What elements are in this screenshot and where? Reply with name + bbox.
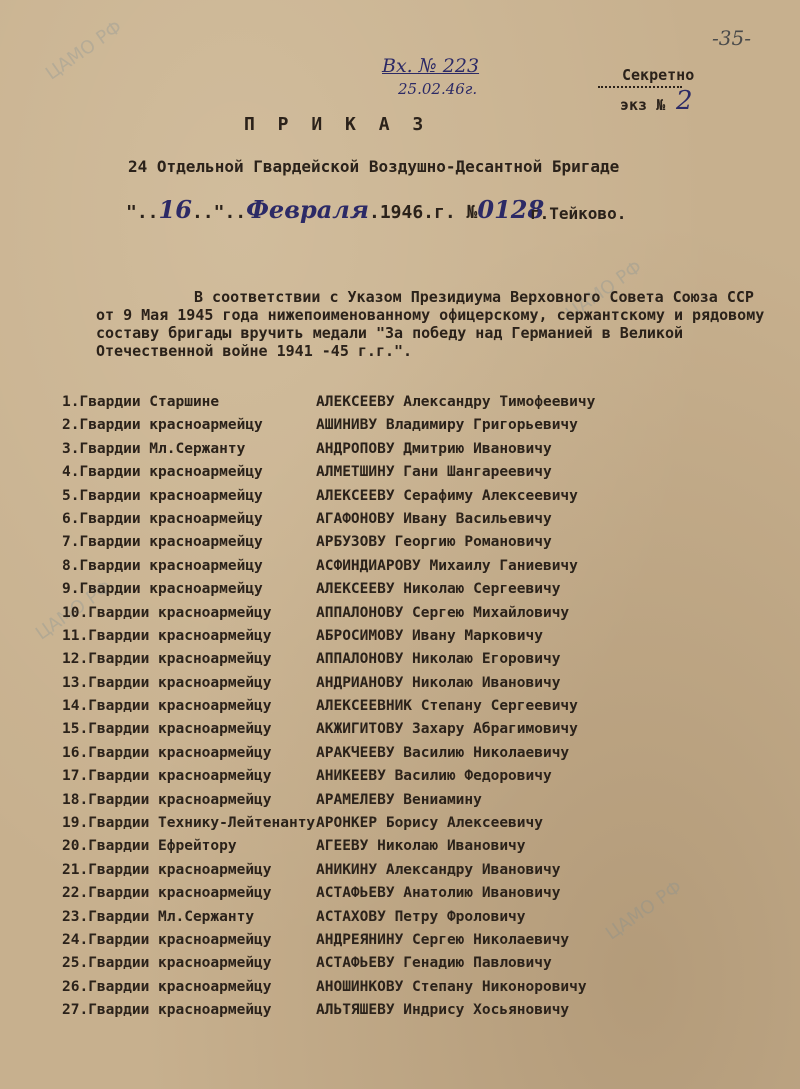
date-year: 1946 xyxy=(379,202,424,223)
order-date-line: "..16.."..Февраля.1946.г. №0128 xyxy=(126,195,545,224)
roster-rank: 3.Гвардии Мл.Сержанту xyxy=(62,440,246,457)
roster-row xyxy=(62,768,782,791)
roster-row xyxy=(62,1002,782,1025)
page-number: -35- xyxy=(712,26,751,50)
roster-recipient-name: АСТАФЬЕВУ Анатолию Ивановичу xyxy=(316,885,561,902)
roster-rank: 16.Гвардии красноармейцу xyxy=(62,744,272,761)
order-number: 0128 xyxy=(477,195,545,224)
roster-row xyxy=(62,605,782,628)
roster-recipient-name: АЛЕКСЕЕВНИК Степану Сергеевичу xyxy=(316,698,578,715)
roster-recipient-name: АСТАХОВУ Петру Фроловичу xyxy=(316,908,526,925)
roster-recipient-name: АНОШИНКОВУ Степану Никоноровичу xyxy=(316,978,587,995)
roster-rank: 20.Гвардии Ефрейтору xyxy=(62,838,237,855)
watermark-stamp: ЦАМО РФ xyxy=(601,876,687,945)
roster-row xyxy=(62,979,782,1002)
roster-rank: 12.Гвардии красноармейцу xyxy=(62,651,272,668)
classification-label: Секретно xyxy=(622,66,695,84)
roster-recipient-name: АНИКИНУ Александру Ивановичу xyxy=(316,861,561,878)
roster-rank: 13.Гвардии красноармейцу xyxy=(62,674,272,691)
roster-recipient-name: АРАКЧЕЕВУ Василию Николаевичу xyxy=(316,744,570,761)
incoming-registration: Вх. № 223 xyxy=(382,55,480,77)
order-preamble: В соответствии с Указом Президиума Верховного Совета Союза ССР от 9 Мая 1945 года нижепоименованному офицерскому, сержантскому и рядовому составу бригады вручить медали "За победу над Германией в Великой Отечественной войне 1941 -45 г.г.". xyxy=(96,288,765,360)
roster-rank: 22.Гвардии красноармейцу xyxy=(62,885,272,902)
date-quote-open: " xyxy=(126,202,137,223)
roster-rank: 9.Гвардии красноармейцу xyxy=(62,581,263,598)
roster-row xyxy=(62,955,782,978)
roster-rank: 6.Гвардии красноармейцу xyxy=(62,510,263,527)
roster-rank: 17.Гвардии красноармейцу xyxy=(62,768,272,785)
roster-rank: 14.Гвардии красноармейцу xyxy=(62,698,272,715)
watermark-stamp: ЦАМО РФ xyxy=(561,256,647,325)
roster-recipient-name: АППАЛОНОВУ Сергею Михайловичу xyxy=(316,604,570,621)
roster-recipient-name: АНДРОПОВУ Дмитрию Ивановичу xyxy=(316,440,552,457)
roster-rank: 10.Гвардии красноармейцу xyxy=(62,604,272,621)
roster-row xyxy=(62,488,782,511)
date-quote-close: " xyxy=(213,202,225,223)
roster-rank: 21.Гвардии красноармейцу xyxy=(62,861,272,878)
roster-row xyxy=(62,838,782,861)
roster-rank: 2.Гвардии красноармейцу xyxy=(62,417,263,434)
roster-recipient-name: АШИНИВУ Владимиру Григорьевичу xyxy=(316,417,578,434)
roster-recipient-name: АНИКЕЕВУ Василию Федоровичу xyxy=(316,768,552,785)
copy-number: 2 xyxy=(676,86,693,116)
roster-row xyxy=(62,745,782,768)
roster-rank: 25.Гвардии красноармейцу xyxy=(62,955,272,972)
roster-row xyxy=(62,815,782,838)
roster-rank: 23.Гвардии Мл.Сержанту xyxy=(62,908,255,925)
roster-rank: 24.Гвардии красноармейцу xyxy=(62,931,272,948)
roster-row xyxy=(62,464,782,487)
roster-rank: 8.Гвардии красноармейцу xyxy=(62,557,263,574)
roster-row xyxy=(62,675,782,698)
roster-row xyxy=(62,885,782,908)
roster-recipient-name: АНДРЕЯНИНУ Сергею Николаевичу xyxy=(316,931,570,948)
roster-row xyxy=(62,534,782,557)
roster-recipient-name: АППАЛОНОВУ Николаю Егоровичу xyxy=(316,651,561,668)
date-month: Февраля xyxy=(246,195,369,224)
roster-row xyxy=(62,651,782,674)
roster-rank: 19.Гвардии Технику-Лейтенанту xyxy=(62,815,316,832)
incoming-date: 25.02.46г. xyxy=(398,80,478,98)
roster-rank: 11.Гвардии красноармейцу xyxy=(62,627,272,644)
roster-row xyxy=(62,792,782,815)
roster-row xyxy=(62,628,782,651)
roster-rank: 7.Гвардии красноармейцу xyxy=(62,534,263,551)
roster-row xyxy=(62,932,782,955)
watermark-stamp: ЦАМО РФ xyxy=(31,576,117,645)
roster-rank: 4.Гвардии красноармейцу xyxy=(62,464,263,481)
roster-recipient-name: АРБУЗОВУ Георгию Романовичу xyxy=(316,534,552,551)
roster-rank: 27.Гвардии красноармейцу xyxy=(62,1002,272,1019)
roster-rank: 26.Гвардии красноармейцу xyxy=(62,978,272,995)
roster-recipient-name: АСФИНДИАРОВУ Михаилу Ганиевичу xyxy=(316,557,578,574)
copy-label: экз № xyxy=(620,96,666,114)
roster-rank: 18.Гвардии красноармейцу xyxy=(62,791,272,808)
roster-recipient-name: АГЕЕВУ Николаю Ивановичу xyxy=(316,838,526,855)
watermark-stamp: ЦАМО РФ xyxy=(41,16,127,85)
award-roster xyxy=(62,394,782,1026)
roster-recipient-name: АБРОСИМОВУ Ивану Марковичу xyxy=(316,627,543,644)
classification-underline xyxy=(598,86,682,91)
roster-recipient-name: АНДРИАНОВУ Николаю Ивановичу xyxy=(316,674,561,691)
roster-rank: 5.Гвардии красноармейцу xyxy=(62,487,263,504)
roster-recipient-name: АГАФОНОВУ Ивану Васильевичу xyxy=(316,510,552,527)
roster-row xyxy=(62,698,782,721)
roster-row xyxy=(62,581,782,604)
roster-recipient-name: АЛЕКСЕЕВУ Николаю Сергеевичу xyxy=(316,581,561,598)
roster-recipient-name: АЛЬТЯШЕВУ Индрису Хосьяновичу xyxy=(316,1002,570,1019)
roster-recipient-name: АРОНКЕР Борису Алексеевичу xyxy=(316,815,543,832)
date-year-suffix: г. xyxy=(434,202,456,223)
roster-row xyxy=(62,558,782,581)
roster-recipient-name: АЛЕКСЕЕВУ Александру Тимофеевичу xyxy=(316,394,596,410)
roster-rank: 1.Гвардии Старшине xyxy=(62,394,220,410)
roster-row xyxy=(62,862,782,885)
roster-recipient-name: АЛМЕТШИНУ Гани Шангареевичу xyxy=(316,464,552,481)
roster-recipient-name: АЛЕКСЕЕВУ Серафиму Алексеевичу xyxy=(316,487,578,504)
unit-name: 24 Отдельной Гвардейской Воздушно-Десантной Бригаде xyxy=(128,157,620,176)
roster-recipient-name: АРАМЕЛЕВУ Вениамину xyxy=(316,791,482,808)
document-title: П Р И К А З xyxy=(244,114,430,135)
order-city: г.Тейково. xyxy=(530,204,627,223)
roster-row xyxy=(62,441,782,464)
date-day: 16 xyxy=(158,195,192,224)
roster-recipient-name: АСТАФЬЕВУ Генадию Павловичу xyxy=(316,955,552,972)
roster-row xyxy=(62,909,782,932)
roster-row xyxy=(62,417,782,440)
roster-rank: 15.Гвардии красноармейцу xyxy=(62,721,272,738)
roster-row xyxy=(62,511,782,534)
roster-row xyxy=(62,721,782,744)
order-number-label: № xyxy=(466,202,478,223)
roster-row xyxy=(62,394,782,417)
roster-recipient-name: АКЖИГИТОВУ Захару Абрагимовичу xyxy=(316,721,578,738)
